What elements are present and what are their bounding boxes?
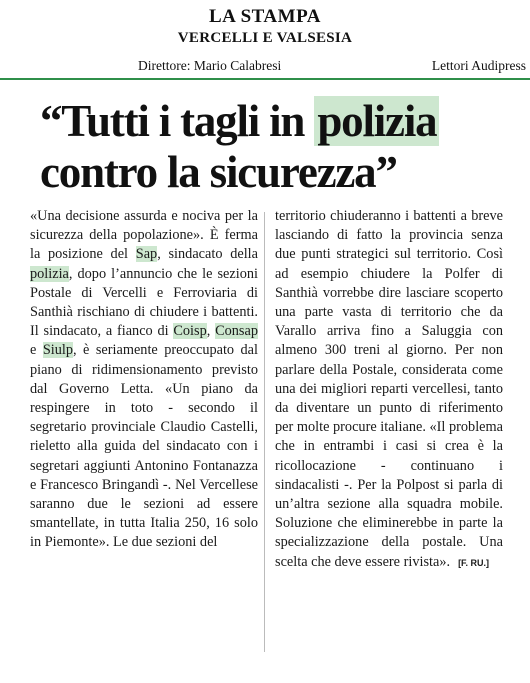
- masthead: [0, 0, 530, 82]
- column-divider: [264, 212, 265, 652]
- article-text-run: , è seriamente preoccupato dal piano di ridimensionamento previsto dal Governo Letta. «Un piano da respingere in toto - secondo il segretario provinciale Claudio Castelli, rieletto alla guida del sindacato con i segretari aggiunti Antonino Fontanazza e Francesco Bringandì -. Nel Vercellese saranno due le sezioni ad essere smantellate, in tutta Italia 250, 16 solo in Piemonte». Le due sezioni del: [30, 342, 259, 551]
- readers-label: Lettori Audipress: [431, 58, 526, 73]
- article-column-right: [275, 207, 503, 573]
- article-text-run: ,: [206, 323, 216, 340]
- headline-line-1: [40, 96, 520, 147]
- masthead-rule: [0, 78, 530, 80]
- highlighted-term: polizia: [30, 265, 69, 282]
- publication-edition: VERCELLI E VALSESIA: [177, 30, 353, 46]
- article-text-run: , sindacato della: [157, 246, 258, 263]
- article-column-right-text: territorio chiuderanno i battenti a breve lasciando di fatto la provincia senza due punti strategici sul territorio. Così ad esempio chiudere la Polfer di Santhià vorrebbe dire lasciare scoperto una parte vasta di territorio che da Varallo arriva fino a Saluggia con almeno 300 treni al giorno. Per non parlare della Postale, considerata come una dei migliori reparti vercellesi, tanto da diventare un punto di riferimento per molte procure italiane. «Il problema che in entrambi i casi si crea è la ricollocazione - continuano i sindacalisti -. Per la Polpost si parla di un’altra sezione alla squadra mobile. Soluzione che eliminerebbe in parte la specializzazione della postale. Una scelta che deve essere rivista».: [275, 208, 503, 570]
- article-text-run: «Una decisione assurda e nociva per la sicurezza della popolazione». È ferma la posizione del: [30, 208, 258, 263]
- headline-text-1: “Tutti i tagli in: [40, 96, 315, 146]
- highlighted-term: Consap: [215, 323, 258, 340]
- director-label: Direttore: Mario Calabresi: [138, 58, 282, 73]
- headline-highlight: polizia: [314, 96, 439, 146]
- publication-name: LA STAMPA: [209, 6, 321, 27]
- headline-line-2: contro la sicurezza”: [40, 147, 397, 197]
- article-text-run: e: [30, 342, 43, 359]
- masthead-meta-line: [0, 58, 530, 76]
- article-byline: [F. RU.]: [458, 557, 490, 568]
- highlighted-term: Sap: [135, 246, 158, 263]
- article-headline: [40, 96, 520, 198]
- article-text-run: , dopo l’annuncio che le sezioni Postale di Vercelli e Ferroviaria di Santhià rischiano di chiudere i battenti. Il sindacato, a fianco di: [30, 265, 258, 340]
- article-column-left: [30, 207, 258, 553]
- highlighted-term: Siulp: [42, 342, 74, 359]
- highlighted-term: Coisp: [173, 323, 207, 340]
